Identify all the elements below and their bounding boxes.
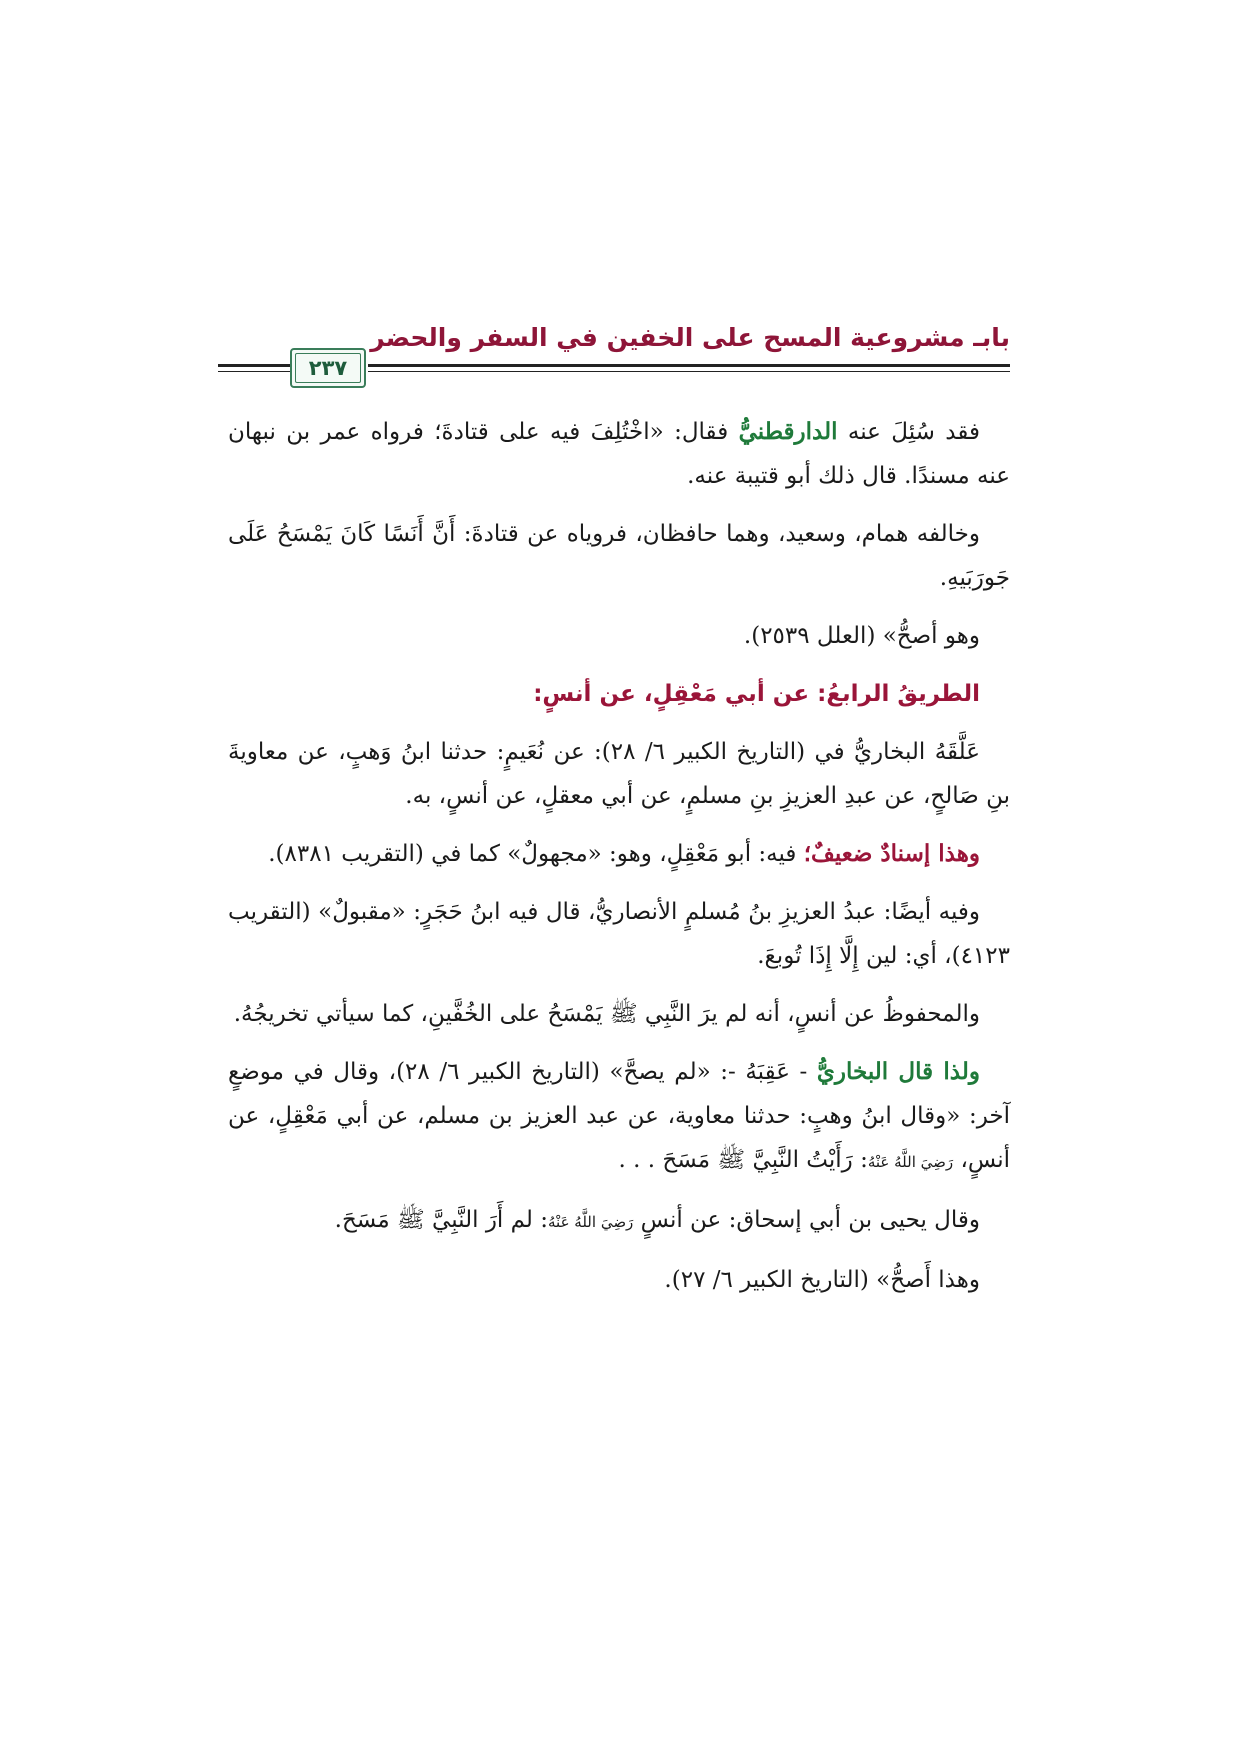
header-rule-thick (368, 364, 1010, 367)
salawat-glyph: ﷺ (717, 1147, 746, 1173)
chapter-title: بابـ مشروعية المسح على الخفين في السفر والحضر (370, 323, 1010, 352)
salawat-glyph: ﷺ (396, 1207, 425, 1233)
text: : رَأَيْتُ النَّبِيَّ (745, 1147, 868, 1173)
highlight-bukhari: ولذا قال البخاريُّ (816, 1058, 980, 1085)
paragraph-6: وفيه أيضًا: عبدُ العزيزِ بنُ مُسلمٍ الأنصاريُّ، قال فيه ابنُ حَجَرٍ: «مقبولٌ» (التقريب ٤١٢٣)، أي: لين إِلَّا إِذَا تُوبعَ. (228, 899, 1010, 969)
text: : لم أَرَ النَّبِيَّ (424, 1207, 549, 1233)
paragraph-8 (228, 1050, 1010, 1184)
text: وقال يحيى بن أبي إسحاق: عن أنسٍ (633, 1207, 980, 1233)
paragraph-4: عَلَّقَهُ البخاريُّ في (التاريخ الكبير ٦/ ٢٨): عن نُعَيمٍ: حدثنا ابنُ وَهبٍ، عن معاويةَ بنِ صَالحٍ، عن عبدِ العزيزِ بنِ مسلمٍ، عن أبي معقلٍ، عن أنسٍ، به. (228, 739, 1010, 809)
header-rule-thin (368, 371, 1010, 372)
text: - عَقِبَهُ -: «لم يصحَّ» (التاريخ الكبير ٦/ ٢٨)، وقال في موضعٍ آخر: «وقال ابنُ وهبٍ: حدثنا معاوية، عن عبد العزيز بن مسلم، عن أبي مَعْقِلٍ، عن أنسٍ، (228, 1059, 1010, 1173)
text: فقال: «اخْتُلِفَ فيه على قتادةَ؛ فرواه عمر بن نبهان عنه مسندًا. قال ذلك أبو قتيبة عنه. (228, 419, 1010, 489)
page-number: ٢٣٧ (308, 356, 348, 380)
paragraph-7 (228, 992, 1010, 1036)
header-rule-left-thick (218, 364, 292, 367)
paragraph-5 (228, 832, 1010, 876)
text: مَسَحَ. (334, 1207, 397, 1233)
paragraph-2: وخالفه همام، وسعيد، وهما حافظان، فروياه عن قتادةَ: أَنَّ أَنَسًا كَانَ يَمْسَحُ عَلَى جَورَبَيهِ. (228, 521, 1010, 591)
radiallah-glyph: رَضِيَ اللَّهُ عَنْهُ (867, 1153, 954, 1171)
page-number-frame (290, 348, 366, 388)
highlight-weak-chain: وهذا إسنادٌ ضعيفٌ؛ (803, 840, 980, 867)
paragraph-1 (228, 410, 1010, 498)
highlight-daraqutni: الدارقطنيُّ (738, 418, 838, 445)
paragraph-3: وهو أصحُّ» (العلل ٢٥٣٩). (743, 623, 980, 649)
section-heading: الطريقُ الرابعُ: عن أبي مَعْقِلٍ، عن أنسٍ: (533, 681, 980, 707)
text: فقد سُئِلَ عنه (837, 419, 980, 445)
text: يَمْسَحُ على الخُفَّينِ، كما سيأتي تخريجُهُ. (233, 1001, 610, 1027)
page-header (218, 320, 1010, 380)
salawat-glyph: ﷺ (609, 1001, 638, 1027)
text: والمحفوظُ عن أنسٍ، أنه لم يرَ النَّبِي (637, 1001, 980, 1027)
header-rule-left-thin (218, 371, 292, 372)
page-body (228, 410, 1010, 1316)
paragraph-9 (228, 1198, 1010, 1244)
radiallah-glyph: رَضِيَ اللَّهُ عَنْهُ (548, 1213, 634, 1231)
text: مَسَحَ . . . (618, 1147, 718, 1173)
paragraph-10: وهذا أَصحُّ» (التاريخ الكبير ٦/ ٢٧). (664, 1267, 980, 1293)
text: فيه: أبو مَعْقِلٍ، وهو: «مجهولٌ» كما في (التقريب ٨٣٨١). (268, 841, 804, 867)
